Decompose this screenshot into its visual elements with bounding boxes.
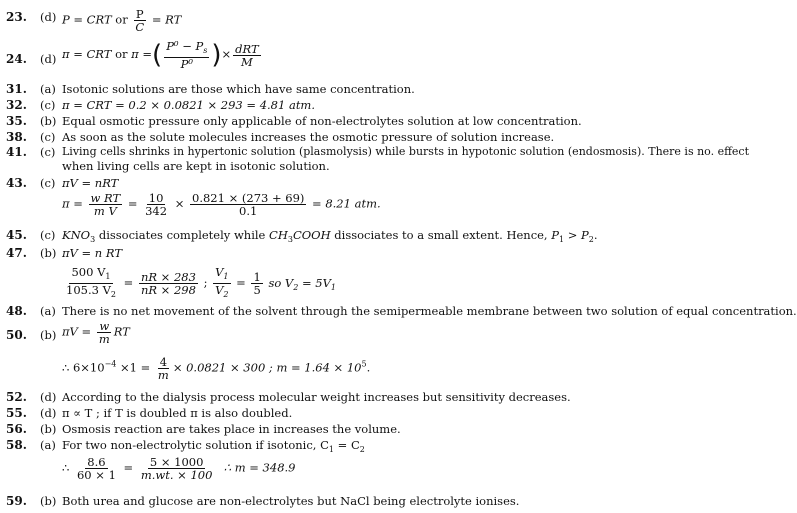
option-label: (b) (40, 422, 57, 436)
answer-text: There is no net movement of the solvent through the semipermeable membrane between two solution of equal concentration. (62, 304, 797, 318)
question-number: 41. (6, 145, 27, 159)
conjunction: or (115, 47, 128, 61)
option-label: (b) (40, 114, 57, 128)
option-label: (a) (40, 438, 56, 452)
equation: π = CRT (62, 47, 112, 61)
question-number: 32. (6, 98, 27, 112)
fraction: $\frac{\text{w RT}}{\text{m V}}$ (90, 191, 121, 218)
fraction: $\frac{nR \times 283}{nR \times 298}$ (140, 270, 196, 297)
option-label: (b) (40, 328, 57, 342)
question-number: 31. (6, 82, 27, 96)
fraction: $\frac{10}{342}$ (145, 191, 168, 218)
right-paren: ) (211, 40, 222, 70)
question-number: 56. (6, 422, 27, 436)
question-number: 50. (6, 328, 27, 342)
fraction: $\frac{500 V_1}{105.3 V_2}$ (66, 265, 116, 299)
option-label: (d) (40, 390, 57, 404)
result: so $V_2 = 5V_1$ (268, 275, 336, 292)
option-label: (c) (40, 98, 56, 112)
fraction: $\frac{\text{dRT}}{M}$ (235, 41, 259, 69)
option-label: (d) (40, 406, 57, 420)
equation: P = CRT (62, 12, 112, 27)
option-label: (c) (40, 228, 56, 242)
question-number: 59. (6, 494, 27, 508)
equals: = (123, 460, 134, 475)
conjunction: or (115, 12, 128, 27)
answer-text: Isotonic solutions are those which have same concentration. (62, 82, 415, 96)
question-number: 52. (6, 390, 27, 404)
answer-text: According to the dialysis process molecular weight increases but sensitivity decreases. (62, 390, 571, 404)
question-number: 38. (6, 130, 27, 144)
option-label: (d) (40, 52, 57, 66)
fraction: $\frac{P^0 - P_s}{\text{P⁰}}$ (166, 39, 208, 71)
fraction: $\frac{w}{m}$ (98, 319, 110, 346)
question-number: 48. (6, 304, 27, 318)
equals: = (236, 275, 246, 290)
option-label: (c) (40, 176, 56, 190)
question-number: 47. (6, 246, 27, 260)
option-label: (b) (40, 494, 57, 508)
equation: πV = n RT (62, 246, 122, 260)
calculation: ∴ 6×10 (62, 360, 105, 375)
equals: = (127, 196, 138, 211)
fraction: $\frac{4}{m}$ (157, 355, 169, 382)
fraction: $\frac{0.821 \times (273 + 69)}{0.1}$ (192, 191, 305, 218)
fraction: $\frac{P}{C}$ (135, 7, 145, 34)
question-number: 35. (6, 114, 27, 128)
answer-text: π ∝ T ; if T is doubled π is also doubled. (62, 406, 293, 420)
answer-text: $KNO_3$ dissociates completely while $CH_3COOH$ dissociates to a small extent. Hence, $P_1 > P_2$. (62, 228, 598, 244)
answer-text: For two non-electrolytic solution if isotonic, $C_1 = C_2$ (62, 438, 365, 454)
answer-text: As soon as the solute molecules increases the osmotic pressure of solution increase. (62, 130, 555, 144)
equation-rhs: = RT (151, 12, 182, 27)
option-label: (a) (40, 82, 56, 96)
therefore-sign: ∴ (62, 460, 70, 475)
question-number: 45. (6, 228, 27, 242)
answer-equation: π = CRT = 0.2 × 0.0821 × 293 = 4.81 atm. (62, 98, 315, 112)
option-label: (d) (40, 10, 57, 24)
answer-text: Equal osmotic pressure only applicable of non-electrolytes solution at low concentration. (62, 114, 582, 128)
result: ∴ m = 348.9 (223, 460, 296, 475)
times-sign: × (221, 47, 232, 61)
option-label: (c) (40, 145, 56, 159)
answer-text: when living cells are kept in isotonic solution. (62, 159, 330, 173)
answer-text: Osmosis reaction are takes place in increases the volume. (62, 422, 401, 436)
option-label: (a) (40, 304, 56, 318)
answer-text: Living cells shrinks in hypertonic solution (plasmolysis) while bursts in hypotonic solution (endosmosis). There is no. effect (62, 145, 750, 158)
question-number: 58. (6, 438, 27, 452)
times-sign: × (174, 196, 185, 211)
question-number: 24. (6, 52, 27, 66)
left-paren: ( (152, 40, 163, 70)
fraction: $\frac{1}{5}$ (253, 270, 261, 297)
equation: πV = nRT (62, 176, 119, 190)
question-number: 23. (6, 10, 27, 24)
equals: = (123, 275, 134, 290)
equation-pi: π = (131, 47, 153, 61)
option-label: (c) (40, 130, 56, 144)
question-number: 43. (6, 176, 27, 190)
pi-sign: π = (62, 196, 83, 211)
equation: πV = (62, 324, 92, 339)
rt: RT (113, 324, 130, 339)
question-number: 55. (6, 406, 27, 420)
answer-text: Both urea and glucose are non-electrolytes but NaCl being electrolyte ionises. (62, 494, 520, 508)
separator: ; (203, 275, 208, 290)
fraction: $\frac{8.6}{60 \times 1}$ (76, 455, 116, 482)
result: = 8.21 atm. (312, 196, 381, 211)
fraction: $\frac{5 \times 1000}{m.wt. \times 100}$ (140, 455, 213, 482)
fraction: $\frac{V_1}{V_2}$ (215, 265, 229, 299)
result: × 0.0821 × 300 ; m = 1.64 × 10 (172, 360, 362, 375)
option-label: (b) (40, 246, 57, 260)
